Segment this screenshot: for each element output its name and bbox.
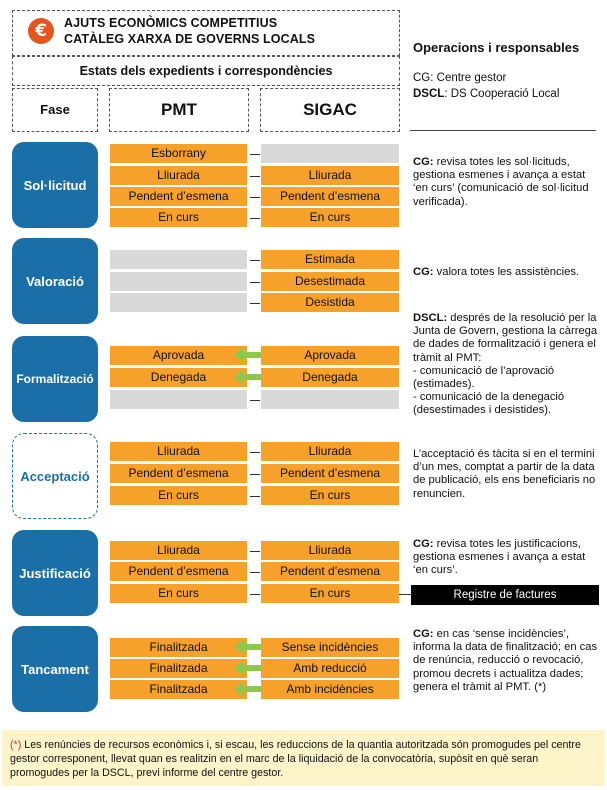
desc-text: valora totes les assistències. <box>433 266 580 278</box>
connector <box>250 474 260 475</box>
euro-icon: € <box>28 18 54 44</box>
state-pmt-en-curs: En curs <box>110 208 247 227</box>
phase-acceptacio: Acceptació <box>12 433 98 519</box>
state-pmt-finalitzada: Finalitzada <box>110 680 247 699</box>
responsables-title: Operacions i responsables <box>413 40 580 55</box>
phase-justificacio: Justificació <box>12 530 98 616</box>
state-pmt-lliurada: Lliurada <box>110 442 247 461</box>
legend-cg <box>413 72 506 84</box>
connector <box>250 400 260 401</box>
state-sigac-aprovada: Aprovada <box>261 346 399 365</box>
state-sigac-estimada: Estimada <box>261 250 399 269</box>
column-header-pmt: PMT <box>109 88 249 132</box>
state-pmt-pendent: Pendent d’esmena <box>110 562 247 581</box>
legend-cg-text: : Centre gestor <box>430 72 507 84</box>
state-sigac-pendent: Pendent d’esmena <box>261 187 399 206</box>
desc-tancament <box>413 628 599 694</box>
desc-text: L’acceptació és tàcita si en el termini d’un mes, comptat a partir de la data de publicació, els ens beneficiaris no renuncien. <box>413 448 596 500</box>
state-sigac-empty <box>261 144 399 163</box>
state-pmt-finalitzada: Finalitzada <box>110 659 247 678</box>
footnote-marker: (*) <box>10 739 22 751</box>
state-pmt-pendent: Pendent d’esmena <box>110 187 247 206</box>
desc-sollicitud <box>413 156 599 209</box>
desc-acceptacio <box>413 448 599 501</box>
header-title-line2: CATÀLEG XARXA DE GOVERNS LOCALS <box>64 32 316 46</box>
phase-tancament: Tancament <box>12 626 98 712</box>
desc-formalitzacio <box>413 312 599 418</box>
desc-text: revisa totes les sol·licituds, gestiona esmenes i avança a estat ‘en curs’ (comunicació de sol·licitud verificada). <box>413 156 589 208</box>
state-sigac-pendent: Pendent d’esmena <box>261 464 399 483</box>
desc-role: DSCL: <box>413 312 448 324</box>
desc-valoracio <box>413 266 599 279</box>
state-sigac-lliurada: Lliurada <box>261 442 399 461</box>
header-subtitle: Estats dels expedients i correspondències <box>79 64 333 78</box>
state-sigac-desestimada: Desestimada <box>261 272 399 291</box>
desc-justificacio <box>413 538 599 578</box>
state-sigac-lliurada: Lliurada <box>261 541 399 560</box>
state-sigac-en-curs: En curs <box>261 584 399 603</box>
state-sigac-en-curs: En curs <box>261 208 399 227</box>
state-sigac-desistida: Desistida <box>261 293 399 312</box>
state-pmt-empty <box>110 293 247 312</box>
state-sigac-amb-incidencies: Amb incidències <box>261 680 399 699</box>
state-sigac-sense-incidencies: Sense incidències <box>261 638 399 657</box>
desc-text: després de la resolució per la Junta de Govern, gestiona la càrrega de dades de formalització i genera el tràmit al PMT: <box>413 312 598 364</box>
phase-sollicitud: Sol·licitud <box>12 142 98 228</box>
connector <box>250 572 260 573</box>
connector <box>250 260 260 261</box>
connector <box>250 176 260 177</box>
header-title-line1: AJUTS ECONÒMICS COMPETITIUS <box>64 16 278 30</box>
state-pmt-empty <box>110 250 247 269</box>
state-pmt-lliurada: Lliurada <box>110 166 247 185</box>
desc-text: en cas ‘sense incidències’, informa la data de finalització; en cas de renúncia, reducció o revocació, promou decrets i actualitza dades; genera el tràmit al PMT. (*) <box>413 628 598 693</box>
state-sigac-pendent: Pendent d’esmena <box>261 562 399 581</box>
desc-role: CG: <box>413 266 434 278</box>
connector <box>250 154 260 155</box>
connector <box>250 303 260 304</box>
phase-formalitzacio: Formalització <box>12 336 98 422</box>
desc-item: - comunicació de la denegació (desestimades i desistides). <box>413 391 565 417</box>
footnote-text: Les renúncies de recursos econòmics i, si escau, les reduccions de la quantia autoritzada són promogudes pel centre gestor corresponent, llevat quan es realitzin en el marc de la liquidació de la convocatòria, supòsit en què seran promogudes per la DSCL, previ informe del centre gestor. <box>10 739 581 779</box>
phase-valoracio: Valoració <box>12 238 98 324</box>
column-header-sigac: SIGAC <box>260 88 400 132</box>
connector <box>250 496 260 497</box>
desc-text: revisa totes les justificacions, gestiona esmenes i avança a estat ‘en curs’. <box>413 538 586 577</box>
legend-dscl-abbr: DSCL <box>413 88 445 100</box>
state-sigac-empty <box>261 390 399 409</box>
connector <box>250 218 260 219</box>
connector <box>250 594 260 595</box>
state-pmt-pendent: Pendent d’esmena <box>110 464 247 483</box>
state-sigac-lliurada: Lliurada <box>261 166 399 185</box>
state-pmt-en-curs: En curs <box>110 486 247 505</box>
state-pmt-finalitzada: Finalitzada <box>110 638 247 657</box>
footnote <box>2 730 605 786</box>
state-pmt-lliurada: Lliurada <box>110 541 247 560</box>
state-pmt-empty <box>110 390 247 409</box>
connector <box>250 551 260 552</box>
state-sigac-denegada: Denegada <box>261 368 399 387</box>
desc-role: CG: <box>413 628 434 640</box>
connector <box>250 452 260 453</box>
legend-dscl-text: : DS Cooperació Local <box>444 88 560 100</box>
desc-role: CG: <box>413 156 434 168</box>
state-pmt-empty <box>110 272 247 291</box>
state-pmt-denegada: Denegada <box>110 368 247 387</box>
desc-role: CG: <box>413 538 434 550</box>
state-pmt-aprovada: Aprovada <box>110 346 247 365</box>
state-pmt-en-curs: En curs <box>110 584 247 603</box>
registre-factures-bar: Registre de factures <box>411 585 599 605</box>
state-sigac-en-curs: En curs <box>261 486 399 505</box>
connector <box>250 282 260 283</box>
registre-connector <box>399 594 411 595</box>
column-header-fase: Fase <box>12 88 98 132</box>
state-sigac-amb-reduccio: Amb reducció <box>261 659 399 678</box>
state-pmt-esborrany: Esborrany <box>110 144 247 163</box>
desc-item: - comunicació de l’aprovació (estimades). <box>413 364 555 391</box>
legend-cg-abbr: CG <box>413 72 431 84</box>
connector <box>250 197 260 198</box>
header-divider <box>410 130 596 131</box>
legend-dscl <box>413 88 559 100</box>
